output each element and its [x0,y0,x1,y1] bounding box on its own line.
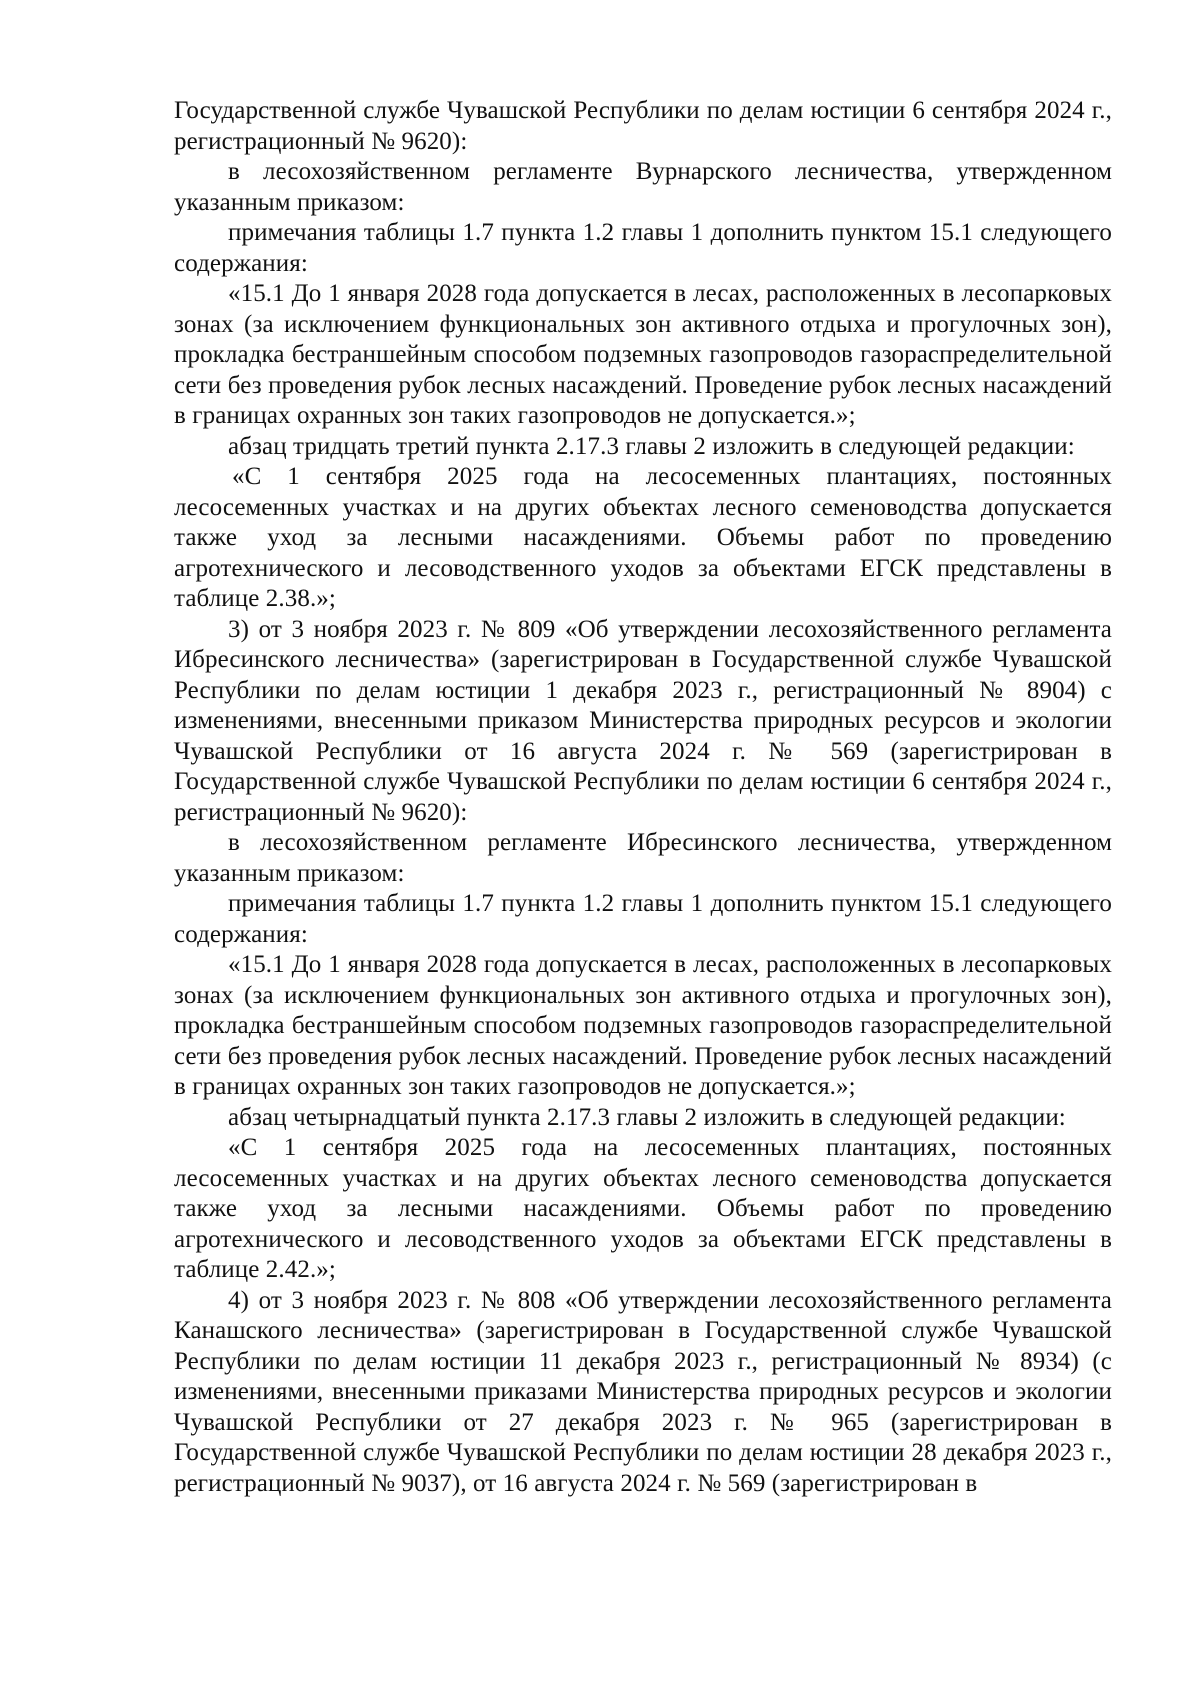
paragraph-continuation: Государственной службе Чувашской Республики по делам юстиции 6 сентября 2024 г., регистрационный № 9620): [174,97,1112,155]
paragraph-vurnar-regulation: в лесохозяйственном регламенте Вурнарского лесничества, утвержденном указанным приказом: [174,158,1112,216]
document-body [174,96,1112,1499]
paragraph-table-notes-1: примечания таблицы 1.7 пункта 1.2 главы 1 дополнить пунктом 15.1 следующего содержания: [174,219,1112,277]
paragraph-ibresi-regulation: в лесохозяйственном регламенте Ибресинского лесничества, утвержденном указанным приказом: [174,829,1112,887]
paragraph-item-4: 4) от 3 ноября 2023 г. № 808 «Об утверждении лесохозяйственного регламента Канашского лесничества» (зарегистрирован в Государственной службе Чувашской Республики по делам юстиции 11 декабря 2023 г., регистрационный № 8934) (с изменениями, внесенными приказами Министерства природных ресурсов и экологии Чувашской Республики от 27 декабря 2023 г. № 965 (зарегистрирован в Государственной службе Чувашской Республики по делам юстиции 28 декабря 2023 г., регистрационный № 9037), от 16 августа 2024 г. № 569 (зарегистрирован в [174,1286,1112,1497]
paragraph-quote-15-1-a: «15.1 До 1 января 2028 года допускается в лесах, расположенных в лесопарковых зонах (за исключением функциональных зон активного отдыха и прогулочных зон), прокладка бестраншейным способом подземных газопроводов газораспределительной сети без проведения рубок лесных насаждений. Проведение рубок лесных насаждений в границах охранных зон таких газопроводов не допускается.»; [174,280,1112,429]
paragraph-quote-15-1-b: «15.1 До 1 января 2028 года допускается в лесах, расположенных в лесопарковых зонах (за исключением функциональных зон активного отдыха и прогулочных зон), прокладка бестраншейным способом подземных газопроводов газораспределительной сети без проведения рубок лесных насаждений. Проведение рубок лесных насаждений в границах охранных зон таких газопроводов не допускается.»; [174,951,1112,1100]
paragraph-item-3: 3) от 3 ноября 2023 г. № 809 «Об утверждении лесохозяйственного регламента Ибресинского лесничества» (зарегистрирован в Государственной службе Чувашской Республики по делам юстиции 1 декабря 2023 г., регистрационный № 8904) с изменениями, внесенными приказом Министерства природных ресурсов и экологии Чувашской Республики от 16 августа 2024 г. № 569 (зарегистрирован в Государственной службе Чувашской Республики по делам юстиции 6 сентября 2024 г., регистрационный № 9620): [174,615,1112,826]
paragraph-abzac-33: абзац тридцать третий пункта 2.17.3 главы 2 изложить в следующей редакции: [228,432,1075,460]
paragraph-quote-sept-2025-b: «С 1 сентября 2025 года на лесосеменных плантациях, постоянных лесосеменных участках и на других объектах лесного семеноводства допускается также уход за лесными насаждениями. Объемы работ по проведению агротехнического и лесоводственного уходов за объектами ЕГСК представлены в таблице 2.42.»; [174,1134,1112,1283]
paragraph-quote-sept-2025-a: «С 1 сентября 2025 года на лесосеменных плантациях, постоянных лесосеменных участках и на других объектах лесного семеноводства допускается также уход за лесными насаждениями. Объемы работ по проведению агротехнического и лесоводственного уходов за объектами ЕГСК представлены в таблице 2.38.»; [174,463,1112,612]
paragraph-abzac-14: абзац четырнадцатый пункта 2.17.3 главы 2 изложить в следующей редакции: [228,1103,1066,1131]
paragraph-table-notes-2: примечания таблицы 1.7 пункта 1.2 главы 1 дополнить пунктом 15.1 следующего содержания: [174,890,1112,948]
